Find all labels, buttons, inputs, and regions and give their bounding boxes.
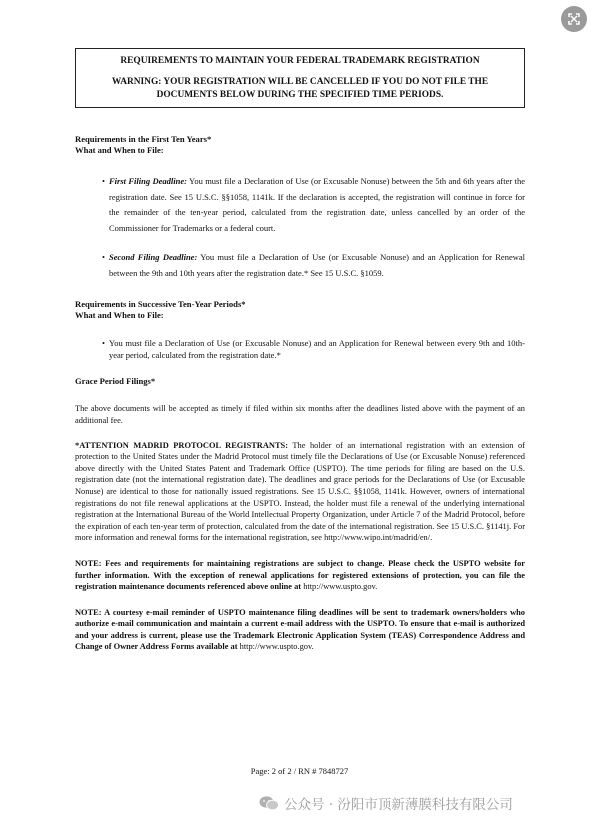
successive-title: Requirements in Successive Ten-Year Periods* [75,298,246,309]
email-note-link[interactable]: http://www.uspto.gov. [237,642,314,652]
fees-note-bold: NOTE: Fees and requirements for maintaining registrations are subject to change. Please check the USPTO website for further information. With the exception of renewal applications for registered extensions of protection, you can file the registration maintenance documents referenced above online at [75,558,525,592]
expand-button[interactable] [561,6,587,32]
first-ten-years-heading [75,134,525,156]
bullet-icon: • [102,337,105,348]
first-filing-text: You must file a Declaration of Use (or Excusable Nonuse) between the 5th and 6th years after the registration date. See 15 U.S.C. §§1058, 1141k. If the declaration is accepted, the registration will continue in force for the remainder of the ten-year period, calculated from the registration date, unless cancelled by an order of the Commissioner for Trademarks or a federal court. [109,176,525,233]
bullet-icon: • [102,176,105,186]
warning-line-1: WARNING: YOUR REGISTRATION WILL BE CANCELLED IF YOU DO NOT FILE THE [111,77,489,87]
first-filing-bullet [75,174,525,236]
grace-period-text: The above documents will be accepted as timely if filed within six months after the deadlines listed above with the payment of an additional fee. [75,404,525,425]
successive-subtitle: What and When to File: [75,309,164,320]
madrid-heading: *ATTENTION MADRID PROTOCOL REGISTRANTS: [75,440,288,450]
madrid-protocol-paragraph [75,440,525,544]
second-filing-label: Second Filing Deadline: [109,252,198,263]
successive-text: You must file a Declaration of Use (or Excusable Nonuse) and an Application for Renewal between every 9th and 10th-year period, calculated from the registration date.* [109,337,525,360]
first-ten-subtitle: What and When to File: [75,145,164,155]
madrid-text: The holder of an international registration with an extension of protection to the United States under the Madrid Protocol must timely file the Declarations of Use (or Excusable Nonuse) referenced above directly with the United States Patent and Trademark Office (USPTO). The time periods for filing are based on the U.S. registration date (not the international registration date). The deadlines and grace periods for the Declarations of Use (or Excusable Nonuse) are identical to those for nationally issued registrations. See 15 U.S.C. §§1058, 1141k. However, owners of international registrations do not file renewal applications at the USPTO. Instead, the holder must file a renewal of the underlying international registration at the International Bureau of the World Intellectual Property Organization, under Article 7 of the Madrid Protocol, before the expiration of each ten-year term of protection, calculated from the date of the international registration. See 15 U.S.C. §1141j. For more information and renewal forms for the international registration, see http://www.wipo.int/madrid/en/. [75,440,525,543]
email-note [75,607,525,653]
document-title: REQUIREMENTS TO MAINTAIN YOUR FEDERAL TRADEMARK REGISTRATION [120,56,480,66]
fees-note [75,558,525,593]
document-page [75,48,525,653]
successive-bullet [75,337,525,362]
first-ten-title: Requirements in the First Ten Years* [75,134,212,144]
expand-icon [567,12,581,26]
bullet-icon: • [102,252,105,263]
warning-line-2: DOCUMENTS BELOW DURING THE SPECIFIED TIME PERIODS. [156,90,444,100]
grace-period-heading: Grace Period Filings* [75,376,156,387]
header-box [75,48,525,108]
fees-note-link[interactable]: http://www.uspto.gov. [301,582,378,592]
email-note-bold: NOTE: A courtesy e-mail reminder of USPTO maintenance filing deadlines will be sent to trademark owners/holders who authorize e-mail communication and maintain a current e-mail address with the USPTO. To ensure that e-mail is authorized and your address is current, please use the Trademark Electronic Application System (TEAS) Correspondence Address and Change of Owner Address Forms available at [75,607,525,652]
successive-periods-heading [75,299,525,321]
second-filing-text: You must file a Declaration of Use (or Excusable Nonuse) and an Application for Renewal between the 9th and 10th years after the registration date.* See 15 U.S.C. §1059. [109,252,526,278]
watermark [258,793,588,813]
second-filing-bullet [75,250,525,281]
page-footer: Page: 2 of 2 / RN # 7848727 [250,766,349,776]
wechat-icon [258,795,280,811]
first-filing-label: First Filing Deadline: [109,176,187,186]
watermark-text: 公众号 · 汾阳市顶新薄膜科技有限公司 [284,797,513,813]
